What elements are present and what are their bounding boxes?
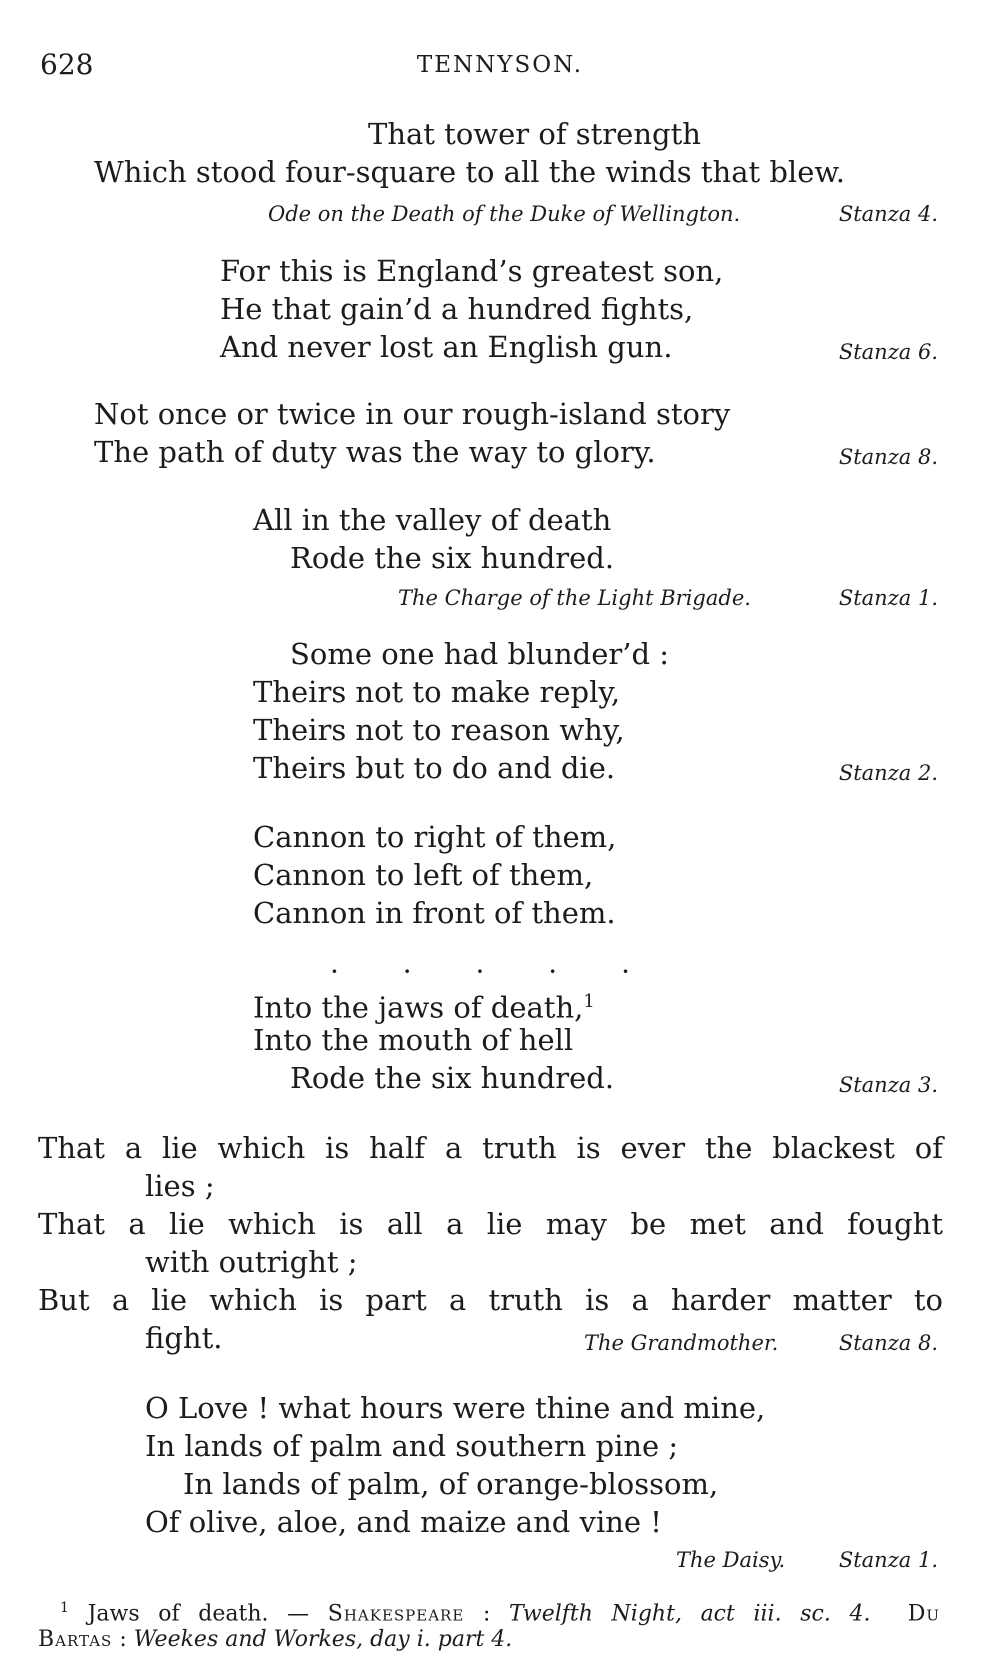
footnote-mark: 1 bbox=[60, 1600, 69, 1616]
verse-line: Theirs not to reason why, bbox=[253, 713, 625, 747]
verse-line: lies ; bbox=[145, 1169, 215, 1203]
verse-line: In lands of palm, of orange-blossom, bbox=[183, 1467, 719, 1501]
footnote-line: $^1$ Jaws of death. — Shakespeare : Twelfth Night, act iii. sc. 4. Du bbox=[60, 1600, 940, 1627]
verse-line: Theirs but to do and die. bbox=[253, 751, 616, 785]
ellipsis-dots: · · · · · bbox=[330, 955, 630, 988]
verse-line: For this is England’s greatest son, bbox=[220, 254, 724, 288]
stanza-reference: Stanza 4. bbox=[838, 202, 938, 226]
page-number: 628 bbox=[40, 48, 94, 81]
verse-line: Cannon to left of them, bbox=[253, 858, 594, 892]
author-name: Bartas bbox=[38, 1627, 113, 1652]
author-name: Du bbox=[907, 1601, 940, 1627]
verse-line: He that gain’d a hundred fights, bbox=[220, 292, 694, 326]
source-title: The Charge of the Light Brigade. bbox=[398, 586, 751, 610]
verse-line: Cannon to right of them, bbox=[253, 820, 617, 854]
verse-line: That a lie which is half a truth is ever the blackest of bbox=[38, 1131, 943, 1165]
source-title: The Grandmother. bbox=[584, 1331, 779, 1355]
verse-line: Of olive, aloe, and maize and vine ! bbox=[145, 1505, 662, 1539]
author-name: Shakespeare bbox=[327, 1601, 465, 1627]
verse-line: O Love ! what hours were thine and mine, bbox=[145, 1391, 766, 1425]
running-head: TENNYSON. bbox=[416, 52, 584, 78]
source-title: Ode on the Death of the Duke of Wellington. bbox=[268, 202, 741, 226]
verse-line: fight. bbox=[145, 1321, 223, 1355]
stanza-reference: Stanza 2. bbox=[838, 761, 938, 785]
stanza-reference: Stanza 6. bbox=[838, 340, 938, 364]
verse-line: with outright ; bbox=[145, 1245, 358, 1279]
verse-line: Rode the six hundred. bbox=[290, 541, 615, 575]
verse-line: That tower of strength bbox=[368, 117, 701, 151]
verse-line: All in the valley of death bbox=[253, 503, 612, 537]
verse-line: In lands of palm and southern pine ; bbox=[145, 1429, 679, 1463]
stanza-reference: Stanza 1. bbox=[838, 1548, 938, 1572]
verse-line: That a lie which is all a lie may be met and fought bbox=[38, 1207, 943, 1241]
verse-line: Rode the six hundred. bbox=[290, 1061, 615, 1095]
verse-line: Cannon in front of them. bbox=[253, 896, 616, 930]
verse-line: Into the mouth of hell bbox=[253, 1023, 574, 1057]
footnote-line: Bartas : Weekes and Workes, day i. part 4. bbox=[38, 1627, 513, 1652]
verse-line: Theirs not to make reply, bbox=[253, 675, 621, 709]
stanza-reference: Stanza 3. bbox=[838, 1073, 938, 1097]
verse-line: Not once or twice in our rough-island story bbox=[94, 397, 731, 431]
stanza-reference: Stanza 8. bbox=[838, 445, 938, 469]
work-title: Twelfth Night, act iii. sc. 4. bbox=[509, 1601, 871, 1627]
verse-line: Which stood four-square to all the winds that blew. bbox=[94, 155, 845, 189]
verse-line: Into the jaws of death,$^1$ bbox=[253, 990, 595, 1025]
source-title: The Daisy. bbox=[676, 1548, 786, 1572]
footnote-mark: 1 bbox=[583, 991, 595, 1012]
work-title: Weekes and Workes, day i. part 4. bbox=[133, 1627, 513, 1652]
stanza-reference: Stanza 1. bbox=[838, 586, 938, 610]
verse-line: But a lie which is part a truth is a harder matter to bbox=[38, 1283, 943, 1317]
verse-line: And never lost an English gun. bbox=[220, 330, 673, 364]
verse-line: Some one had blunder’d : bbox=[290, 637, 670, 671]
verse-line: The path of duty was the way to glory. bbox=[94, 435, 656, 469]
stanza-reference: Stanza 8. bbox=[838, 1331, 938, 1355]
